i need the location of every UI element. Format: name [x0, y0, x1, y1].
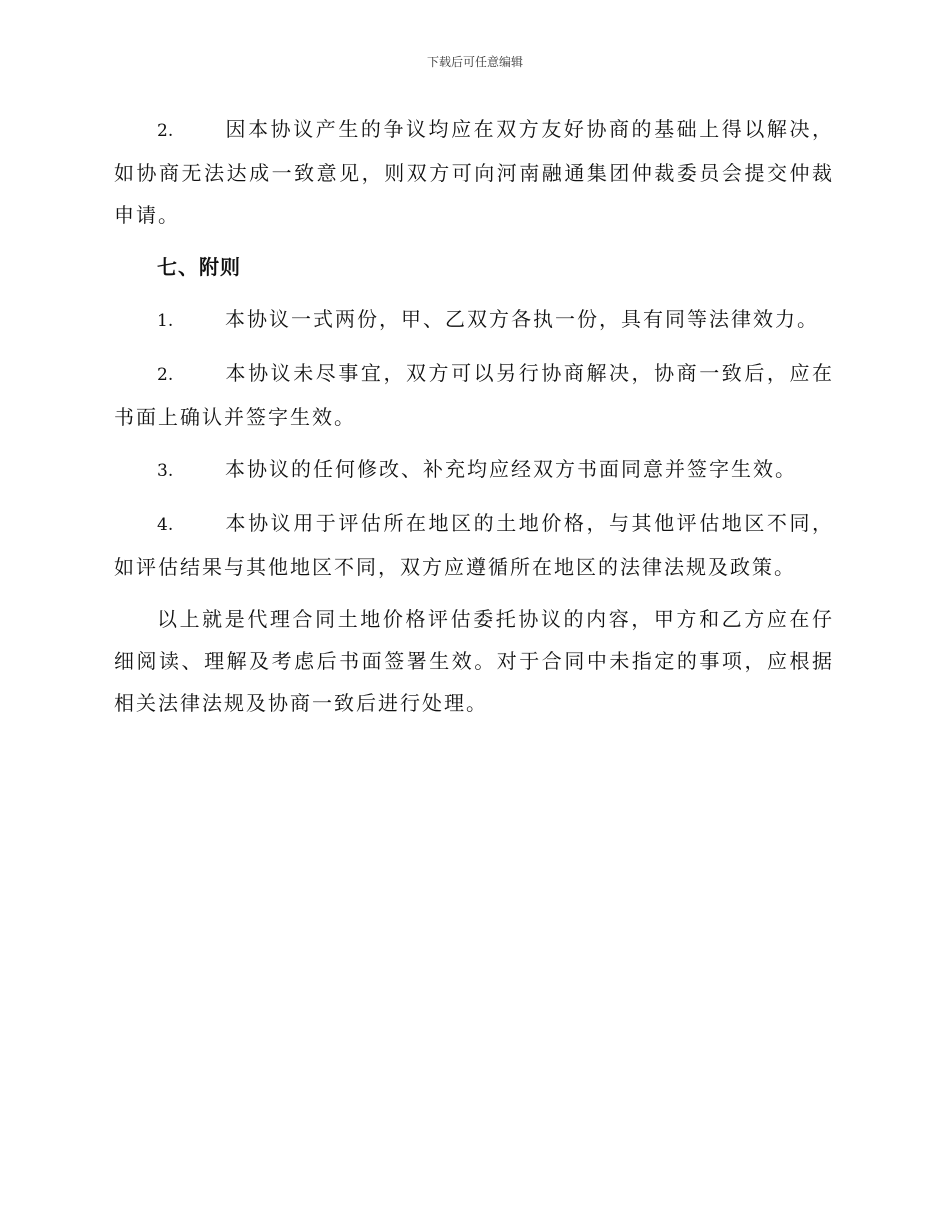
item-text: 因本协议产生的争议均应在双方友好协商的基础上得以解决，如协商无法达成一致意见，则双方可向河南融通集团仲裁委员会提交仲裁申请。 — [114, 117, 834, 227]
section-heading-appendix: 七、附则 — [157, 255, 241, 279]
item-number: 2. — [157, 121, 174, 141]
item-text: 本协议一式两份，甲、乙双方各执一份，具有同等法律效力。 — [225, 307, 819, 331]
appendix-item-1 — [114, 298, 834, 342]
closing-paragraph: 以上就是代理合同土地价格评估委托协议的内容，甲方和乙方应在仔细阅读、理解及考虑后书面签署生效。对于合同中未指定的事项，应根据相关法律法规及协商一致后进行处理。 — [114, 607, 834, 715]
item-number: 1. — [157, 311, 174, 331]
item-text: 本协议的任何修改、补充均应经双方书面同意并签字生效。 — [225, 457, 797, 481]
dispute-clause-2 — [114, 108, 834, 236]
item-text: 本协议未尽事宜，双方可以另行协商解决，协商一致后，应在书面上确认并签字生效。 — [114, 361, 834, 429]
appendix-item-2 — [114, 352, 834, 438]
appendix-item-4 — [114, 502, 834, 588]
appendix-item-3 — [114, 448, 834, 492]
page-header: 下载后可任意编辑 — [426, 55, 523, 69]
item-number: 3. — [157, 461, 174, 481]
document-body — [114, 108, 834, 724]
item-text: 本协议用于评估所在地区的土地价格，与其他评估地区不同，如评估结果与其他地区不同，双方应遵循所在地区的法律法规及政策。 — [114, 511, 834, 579]
item-number: 4. — [157, 515, 174, 535]
item-number: 2. — [157, 365, 174, 385]
